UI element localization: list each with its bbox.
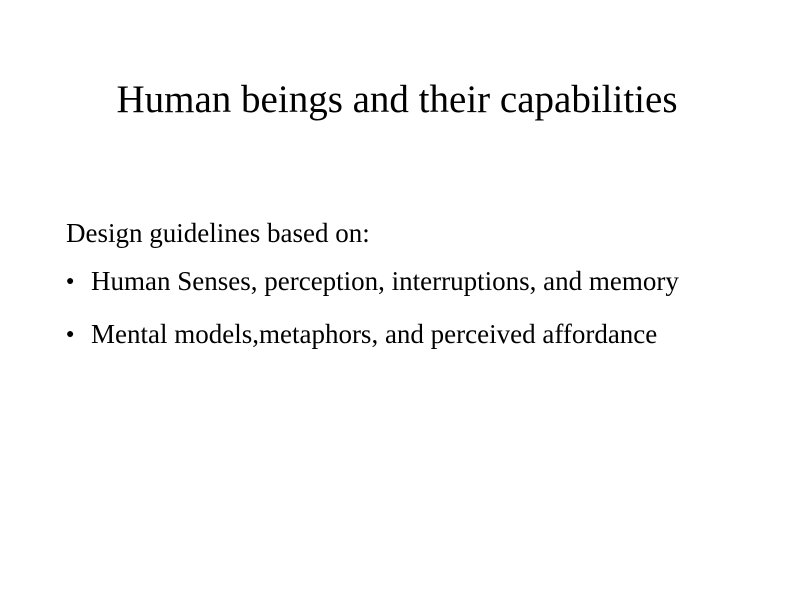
bullet-dot-icon: ● (66, 274, 75, 289)
bullet-item (66, 264, 706, 299)
bullet-text: Human Senses, perception, interruptions, and memory (91, 266, 679, 296)
intro-text: Design guidelines based on: (66, 218, 370, 248)
bullet-text: Mental models,metaphors, and perceived affordance (91, 319, 658, 349)
bullet-list (66, 264, 706, 370)
slide-title: Human beings and their capabilities (116, 78, 678, 121)
bullet-item (66, 317, 706, 352)
bullet-dot-icon: ● (66, 327, 75, 342)
